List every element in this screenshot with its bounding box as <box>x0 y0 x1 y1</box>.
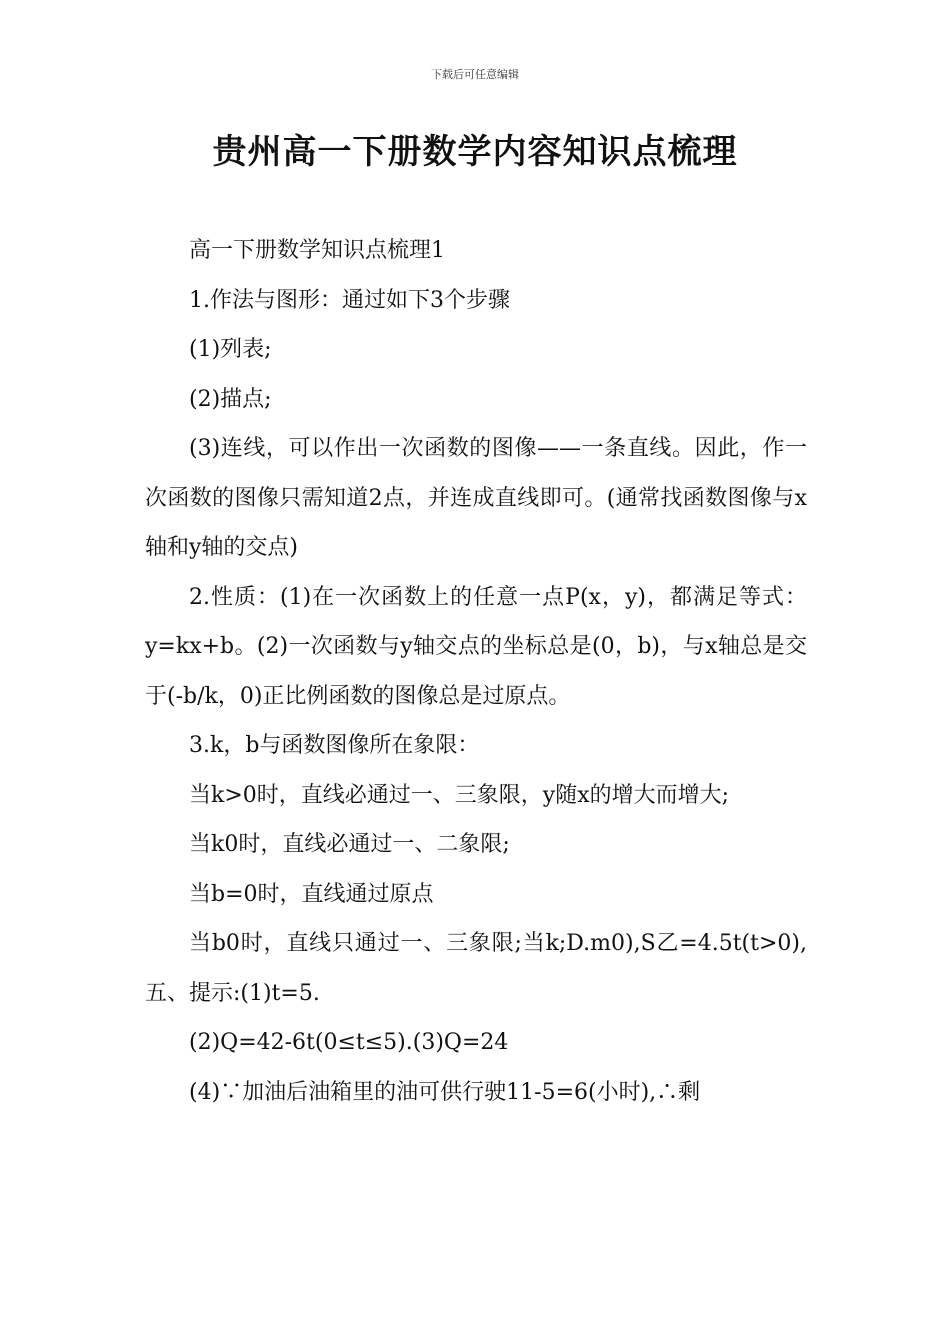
paragraph: 2.性质：(1)在一次函数上的任意一点P(x，y)，都满足等式：y=kx+b。(2)一次函数与y轴交点的坐标总是(0，b)，与x轴总是交于(-b/k，0)正比例函数的图像总是过原点。 <box>145 584 807 709</box>
paragraph: 当k>0时，直线必通过一、三象限，y随x的增大而增大; <box>189 782 730 808</box>
header-note: 下载后可任意编辑 <box>431 68 519 81</box>
paragraph: (1)列表; <box>189 337 272 362</box>
paragraph: (2)Q=42-6t(0≤t≤5).(3)Q=24 <box>189 1030 509 1055</box>
paragraph: (2)描点; <box>189 386 272 412</box>
paragraph: (4)∵加油后油箱里的油可供行驶11-5=6(小时),∴剩 <box>189 1079 701 1105</box>
paragraph: 当b=0时，直线通过原点 <box>189 881 434 907</box>
paragraph: 1.作法与图形：通过如下3个步骤 <box>189 287 510 313</box>
document-title: 贵州高一下册数学内容知识点梳理 <box>212 132 738 172</box>
paragraph: 高一下册数学知识点梳理1 <box>189 238 445 263</box>
paragraph: 当k0时，直线必通过一、二象限; <box>189 832 510 857</box>
paragraph: 当b0时，直线只通过一、三象限;当k;D.m0),S乙=4.5t(t>0),五、提示:(1)t=5. <box>145 931 807 1006</box>
paragraph: (3)连线，可以作出一次函数的图像——一条直线。因此，作一次函数的图像只需知道2点，并连成直线即可。(通常找函数图像与x轴和y轴的交点) <box>145 436 807 560</box>
paragraph: 3.k，b与函数图像所在象限： <box>189 733 480 758</box>
document-body <box>145 226 807 1117</box>
